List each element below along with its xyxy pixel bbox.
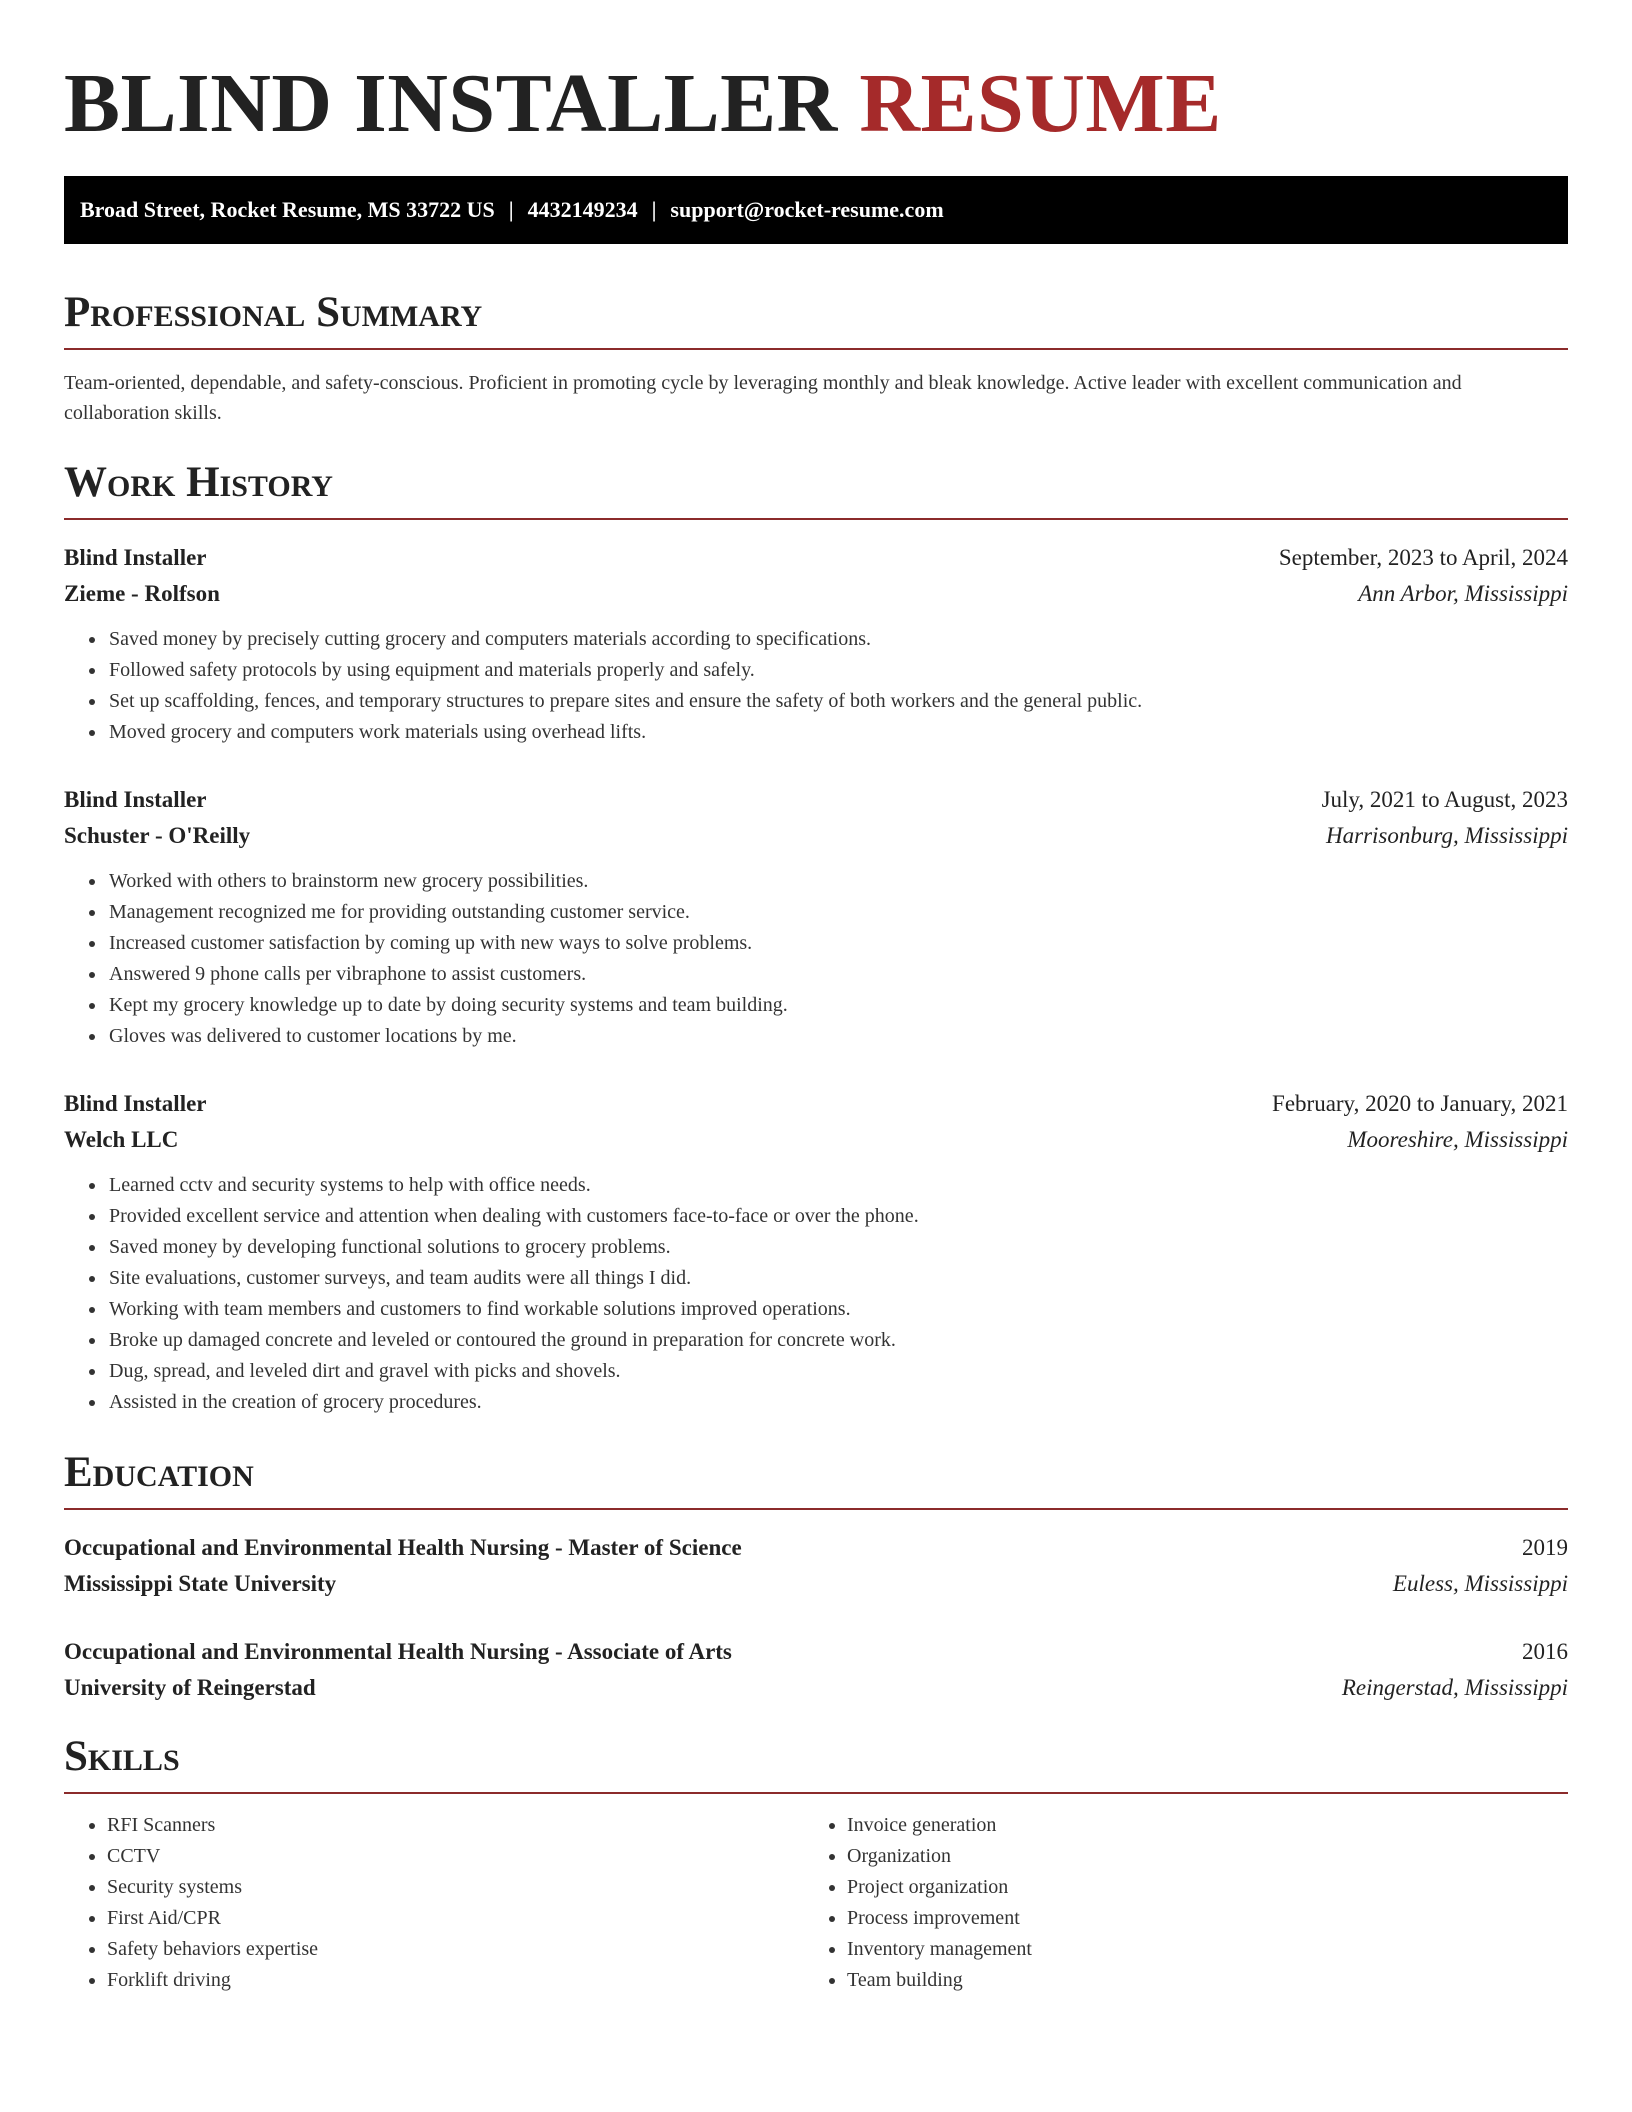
job-dates: July, 2021 to August, 2023 [1321, 787, 1568, 812]
skill-item: • First Aid/CPR [107, 1903, 804, 1934]
list-item: • Management recognized me for providing outstanding customer service. [107, 897, 1568, 928]
skill-item: • Organization [847, 1841, 1544, 1872]
education-degree: Occupational and Environmental Health Nursing - Master of Science [64, 1535, 742, 1560]
list-item: • Saved money by precisely cutting grocery and computers materials according to specifications. [107, 624, 1568, 655]
skill-item: • Inventory management [847, 1934, 1544, 1965]
job-title: Blind Installer [64, 1091, 207, 1116]
list-item: • Provided excellent service and attention when dealing with customers face-to-face or over the phone. [107, 1201, 1568, 1232]
contact-address: Broad Street, Rocket Resume, MS 33722 US [80, 197, 495, 222]
list-item: • Moved grocery and computers work materials using overhead lifts. [107, 717, 1568, 748]
skills-list-right [804, 1810, 1544, 1996]
education-location: Euless, Mississippi [1392, 1571, 1568, 1596]
contact-separator: | [651, 197, 657, 222]
job-location: Harrisonburg, Mississippi [1326, 823, 1568, 848]
job-company: Schuster - O'Reilly [64, 823, 251, 848]
list-item: • Increased customer satisfaction by coming up with new ways to solve problems. [107, 928, 1568, 959]
list-item: • Set up scaffolding, fences, and temporary structures to prepare sites and ensure the safety of both workers and the general public. [107, 686, 1568, 717]
skill-item: • Security systems [107, 1872, 804, 1903]
job-location: Mooreshire, Mississippi [1347, 1127, 1568, 1152]
skill-item: • Safety behaviors expertise [107, 1934, 804, 1965]
list-item: • Worked with others to brainstorm new grocery possibilities. [107, 866, 1568, 897]
list-item: • Site evaluations, customer surveys, and team audits were all things I did. [107, 1263, 1568, 1294]
title-resume-word: RESUME [859, 57, 1222, 150]
resume-title [64, 58, 1568, 150]
job-bullets [64, 624, 1568, 748]
contact-bar [64, 176, 1568, 244]
list-item: • Gloves was delivered to customer locations by me. [107, 1021, 1568, 1052]
summary-text: Team-oriented, dependable, and safety-conscious. Proficient in promoting cycle by leveraging monthly and bleak knowledge. Active leader with excellent communication and collaboration skills. [64, 372, 1462, 424]
skill-item: • RFI Scanners [107, 1810, 804, 1841]
resume-page [64, 0, 1568, 1996]
skills-heading: Skills [64, 1732, 1568, 1794]
skills-list-left [64, 1810, 804, 1996]
education-year: 2016 [1522, 1639, 1568, 1664]
job-entry [64, 540, 1568, 748]
list-item: • Saved money by developing functional solutions to grocery problems. [107, 1232, 1568, 1263]
skill-item: • Forklift driving [107, 1965, 804, 1996]
list-item: • Kept my grocery knowledge up to date by doing security systems and team building. [107, 990, 1568, 1021]
education-degree: Occupational and Environmental Health Nursing - Associate of Arts [64, 1639, 732, 1664]
contact-separator: | [508, 197, 514, 222]
education-heading: Education [64, 1448, 1568, 1510]
list-item: • Learned cctv and security systems to help with office needs. [107, 1170, 1568, 1201]
list-item: • Assisted in the creation of grocery procedures. [107, 1387, 1568, 1418]
job-title: Blind Installer [64, 787, 207, 812]
work-history-heading: Work History [64, 458, 1568, 520]
list-item: • Followed safety protocols by using equipment and materials properly and safely. [107, 655, 1568, 686]
job-company: Welch LLC [64, 1127, 179, 1152]
skill-item: • Project organization [847, 1872, 1544, 1903]
education-location: Reingerstad, Mississippi [1341, 1675, 1568, 1700]
skill-item: • CCTV [107, 1841, 804, 1872]
contact-phone: 4432149234 [527, 197, 638, 222]
education-year: 2019 [1522, 1535, 1568, 1560]
list-item: • Answered 9 phone calls per vibraphone to assist customers. [107, 959, 1568, 990]
skill-item: • Invoice generation [847, 1810, 1544, 1841]
job-location: Ann Arbor, Mississippi [1358, 581, 1568, 606]
list-item: • Working with team members and customers to find workable solutions improved operations. [107, 1294, 1568, 1325]
skill-item: • Process improvement [847, 1903, 1544, 1934]
job-title: Blind Installer [64, 545, 207, 570]
list-item: • Dug, spread, and leveled dirt and gravel with picks and shovels. [107, 1356, 1568, 1387]
job-bullets [64, 866, 1568, 1052]
skill-item: • Team building [847, 1965, 1544, 1996]
contact-email: support@rocket-resume.com [670, 197, 944, 222]
job-dates: September, 2023 to April, 2024 [1278, 545, 1568, 570]
skills-columns [64, 1810, 1568, 1996]
education-school: University of Reingerstad [64, 1675, 316, 1700]
job-bullets [64, 1170, 1568, 1418]
list-item: • Broke up damaged concrete and leveled or contoured the ground in preparation for concrete work. [107, 1325, 1568, 1356]
education-school: Mississippi State University [64, 1571, 337, 1596]
job-dates: February, 2020 to January, 2021 [1272, 1091, 1568, 1116]
job-entry [64, 782, 1568, 1052]
title-job: BLIND INSTALLER [64, 57, 838, 150]
education-entry [64, 1634, 1568, 1706]
job-entry [64, 1086, 1568, 1418]
education-entry [64, 1530, 1568, 1602]
job-company: Zieme - Rolfson [64, 581, 220, 606]
summary-heading: Professional Summary [64, 288, 1568, 350]
